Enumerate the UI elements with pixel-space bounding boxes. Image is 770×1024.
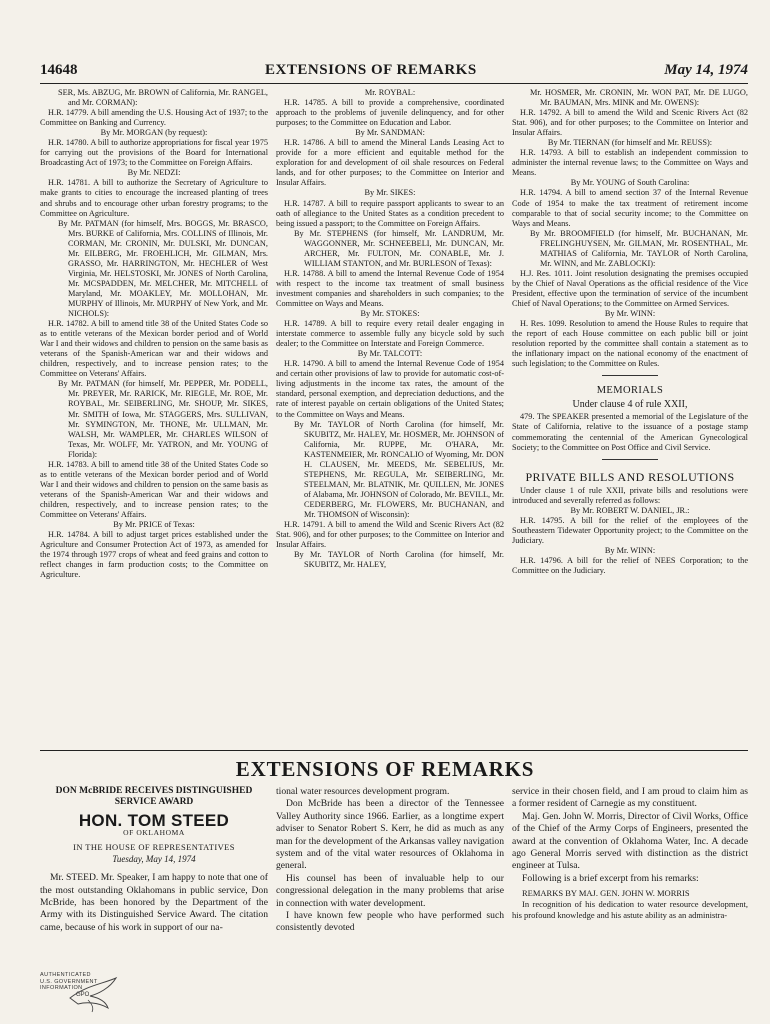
column-3 xyxy=(512,88,748,744)
sponsor-line: By Mr. NEDZI: xyxy=(127,168,181,178)
bill-entry: H.R. 14792. A bill to amend the Wild and Scenic Rivers Act (82 Stat. 906), and for other purposes; to the Committee on Interior and Insular Affairs. xyxy=(512,108,748,138)
article-speaker: HON. TOM STEED xyxy=(78,811,230,830)
bill-entry: H.R. 14787. A bill to require passport applicants to swear to an oath of allegiance to the United States as a condition precedent to being issued a passport; to the Committee on Foreign Affairs. xyxy=(276,198,504,228)
page-date: May 14, 1974 xyxy=(664,62,748,78)
bill-entry: H.R. 14789. A bill to require every retail dealer engaging in interstate commerce to assemble fully any bicycle sold by such dealer; to the Committee on Interstate and Foreign Commerce. xyxy=(276,319,504,349)
bill-entry: H.R. 14781. A bill to authorize the Secretary of Agriculture to make grants to cities to encourage the increased planting of trees and shrubs and to encourage other urban forestry programs; to the Committee on Agriculture. xyxy=(40,178,268,218)
sponsor-line: By Mr. PRICE of Texas: xyxy=(113,520,195,530)
sponsor-line: By Mr. WINN: xyxy=(604,545,656,555)
private-bills-subheading: Under clause 1 of rule XXII, private bills and resolutions were introduced and severally referred as follows: xyxy=(512,485,748,505)
bill-entry: H.J. Res. 1011. Joint resolution designating the premises occupied by the Chief of Naval Operations as the official residence of the Vice President, effective upon the termination of service of the incumbent Chief of Naval Operations; to the Committee on Armed Services. xyxy=(512,268,748,308)
header-rule xyxy=(40,83,748,84)
page-number: 14648 xyxy=(40,62,78,78)
bill-entry: H.R. 14779. A bill amending the U.S. Housing Act of 1937; to the Committee on Banking and Currency. xyxy=(40,108,268,128)
seal-line: AUTHENTICATED xyxy=(40,972,91,978)
article-title: DON McBRIDE RECEIVES DISTINGUISHED SERVICE AWARD xyxy=(55,786,253,807)
article-paragraph: Maj. Gen. John W. Morris, Director of Civil Works, Office of the Chief of the Army Corps of Engineers, presented the award at the convention of Oklahoma Water, Inc. A decade ago General Morris served with distinction as the district engineer at Tulsa. xyxy=(512,810,748,872)
bill-entry: H.R. 14788. A bill to amend the Internal Revenue Code of 1954 with respect to the income tax treatment of small business investment companies and shareholders in such companies; to the Committee on Ways and Means. xyxy=(276,268,504,308)
article-column-2 xyxy=(276,786,504,986)
sponsor-line: Mr. ROYBAL: xyxy=(364,88,416,97)
section-rule xyxy=(40,750,748,751)
memorials-subheading: Under clause 4 of rule XXII, xyxy=(572,399,688,411)
chamber-line: IN THE HOUSE OF REPRESENTATIVES xyxy=(73,842,235,853)
bill-entry: H.R. 14780. A bill to authorize appropriations for fiscal year 1975 for carrying out the provisions of the Board for International Broadcasting Act of 1973; to the Committee on Foreign Affairs. xyxy=(40,138,268,168)
sponsor-list: By Mr. BROOMFIELD (for himself, Mr. BUCHANAN, Mr. FRELINGHUYSEN, Mr. GILMAN, Mr. ROSENTHAL, Mr. MATHIAS of California, Mr. TAYLOR of North Carolina, Mr. WINN, and Mr. ZABLOCKI): xyxy=(530,228,748,268)
section-title: EXTENSIONS OF REMARKS xyxy=(235,757,535,781)
section-divider xyxy=(602,375,658,376)
article-paragraph: Don McBride has been a director of the Tennessee Valley Authority since 1966. Earlier, as a longtime expert adviser to Senator Robert S. Kerr, he did as much as any man for the development of the Arkansas valley navigation system and of the vital water resources of Oklahoma in general. xyxy=(276,798,504,872)
column-2 xyxy=(276,88,504,744)
article-paragraph: service in their chosen field, and I am proud to claim him as a former resident of Carnegie as my constituent. xyxy=(512,786,748,810)
sponsor-list: By Mr. STEPHENS (for himself, Mr. LANDRUM, Mr. WAGGONNER, Mr. SCHNEEBELI, Mr. DUNCAN, Mr. ARCHER, Mr. FULTON, Mr. CONABLE, Mr. J. WILLIAM STANTON, and Mr. BURLESON of Texas): xyxy=(294,228,504,268)
remarks-text: In recognition of his dedication to water resource development, his profound knowledge and his astute ability as an administra- xyxy=(512,899,748,921)
sponsor-line: By Mr. MORGAN (by request): xyxy=(100,128,208,138)
memorials-heading: MEMORIALS xyxy=(596,385,664,397)
sponsor-line: By Mr. YOUNG of South Carolina: xyxy=(570,178,690,188)
seal-line: INFORMATION xyxy=(40,985,83,991)
article-paragraph: Mr. STEED. Mr. Speaker, I am happy to note that one of the most outstanding Oklahomans in public service, Don McBride, has been honored by the Department of the Army with its Distinguished Service Award. The citation came, because of his work in support of our na- xyxy=(40,872,268,933)
seal-gpo: GPO xyxy=(76,991,90,998)
sponsor-list: Mr. HOSMER, Mr. CRONIN, Mr. WON PAT, Mr. DE LUGO, Mr. BAUMAN, Mrs. MINK and Mr. OWENS): xyxy=(530,88,748,108)
speaker-state: OF OKLAHOMA xyxy=(123,828,185,838)
article-paragraph: His counsel has been of invaluable help to our congressional delegation in the many problems that arise in connection with water development. xyxy=(276,872,504,909)
remarks-label: REMARKS BY MAJ. GEN. JOHN W. MORRIS xyxy=(522,888,690,899)
memorial-entry: 479. The SPEAKER presented a memorial of the Legislature of the State of California, relative to the issuance of a postage stamp commemorating the centennial of the American Gynecological Society; to the Committee on Post Office and Civil Service. xyxy=(512,412,748,452)
article-column-1 xyxy=(40,786,268,966)
bill-entry: H.R. 14793. A bill to establish an independent commission to administer the internal revenue laws; to the Committee on Ways and Means. xyxy=(512,148,748,178)
bill-entry: H.R. 14782. A bill to amend title 38 of the United States Code so as to entitle veterans of the Mexican border period and of World War I and their widows and children to pension on the same basis as veterans of the Spanish-American war and their widows and children, respectively, and to increase pension rates; to the Committee on Veterans' Affairs. xyxy=(40,319,268,379)
article-date: Tuesday, May 14, 1974 xyxy=(112,854,196,865)
bill-entry: H.R. 14790. A bill to amend the Internal Revenue Code of 1954 and certain other provisions of law to provide for automatic cost-of-living adjustments in the income tax rates, the amount of the standard, personal exemption, and depreciation deductions, and the rate of interest payable on certain obligations of the United States; to the Committee on Ways and Means. xyxy=(276,359,504,419)
sponsor-list: By Mr. TAYLOR of North Carolina (for himself, Mr. SKUBITZ, Mr. HALEY, xyxy=(294,550,504,570)
bill-entry: H.R. 14786. A bill to amend the Mineral Lands Leasing Act to provide for a more efficient and equitable method for the exploration for and development of oil shale resources on Federal lands, and for other purposes; to the Committee on Interior and Insular Affairs. xyxy=(276,138,504,188)
article-paragraph: tional water resources development program. xyxy=(276,786,450,797)
section-divider xyxy=(602,459,658,460)
bill-entry: H.R. 14795. A bill for the relief of the employees of the Southeastern Tidewater Opportunity project; to the Committee on the Judiciary. xyxy=(512,515,748,545)
bill-entry: H.R. 14784. A bill to adjust target prices established under the Agriculture and Consumer Protection Act of 1973, as amended for the 1974 through 1977 crops of wheat and feed grains and cotton to reflect changes in farm production costs; to the Committee on Agriculture. xyxy=(40,530,268,580)
bill-entry: H.R. 14796. A bill for the relief of NEES Corporation; to the Committee on the Judiciary. xyxy=(512,555,748,576)
sponsor-list: By Mr. PATMAN (for himself, Mrs. BOGGS, Mr. BRASCO, Mrs. BURKE of California, Mrs. COLLINS of Illinois, Mr. CORMAN, Mr. CRONIN, Mr. DULSKI, Mr. DUNCAN, Mr. EILBERG, Mr. FROEHLICH, Mr. GILMAN, Mrs. GRASSO, Mr. HARRINGTON, Mr. HECHLER of West Virginia, Mr. HELSTOSKI, Mr. JONES of North Carolina, Mr. MCSPADDEN, Mr. MELCHER, Mr. MITCHELL of Maryland, Mr. MOAKLEY, Mr. MOLLOHAN, Mr. MURPHY of Illinois, Mr. MURPHY of New York, and Mr. NICHOLS): xyxy=(58,218,268,319)
sponsor-line: By Mr. STOKES: xyxy=(360,309,420,319)
article-column-3 xyxy=(512,786,748,986)
sponsor-line: By Mr. SIKES: xyxy=(364,188,416,198)
sponsor-line: By Mr. ROBERT W. DANIEL, JR.: xyxy=(570,505,690,515)
article-paragraph: Following is a brief excerpt from his remarks: xyxy=(522,872,699,884)
sponsor-line: By Mr. SANDMAN: xyxy=(355,128,425,138)
article-paragraph: I have known few people who have performed such consistently devoted xyxy=(276,910,504,934)
bill-entry: H.R. 14791. A bill to amend the Wild and Scenic Rivers Act (82 Stat. 906), and for other purposes; to the Committee on Interior and Insular Affairs. xyxy=(276,520,504,550)
seal-line: U.S. GOVERNMENT xyxy=(40,978,98,985)
sponsor-line: By Mr. TALCOTT: xyxy=(357,349,423,359)
sponsor-list: By Mr. TAYLOR of North Carolina (for himself, Mr. SKUBITZ, Mr. HALEY, Mr. HOSMER, Mr. JOHNSON of California, Mr. RUPPE, Mr. O'HARA, Mr. KASTENMEIER, Mr. RONCALIO of Wyoming, Mr. DON H. CLAUSEN, Mr. MEEDS, Mr. SEBELIUS, Mr. STEPHENS, Mr. REGULA, Mr. SEIBERLING, Mr. STEELMAN, Mr. BLATNIK, Mr. QUILLEN, Mr. JONES of Alabama, Mr. JOHNSON of Colorado, Mr. BEVILL, Mr. CEDERBERG, Mr. FLOWERS, Mr. BUCHANAN, and Mr. THOMSON of Wisconsin): xyxy=(294,419,504,519)
sponsor-line: By Mr. TIERNAN (for himself and Mr. REUSS): xyxy=(547,138,713,148)
column-1 xyxy=(40,88,268,744)
bill-entry: H.R. 14794. A bill to amend section 37 of the Internal Revenue Code of 1954 to make the tax treatment of retirement income comparable to that of social security income; to the Committee on Ways and Means. xyxy=(512,188,748,228)
sponsor-line: By Mr. WINN: xyxy=(604,309,656,319)
running-title: EXTENSIONS OF REMARKS xyxy=(265,62,477,78)
gpo-authentication-seal xyxy=(40,972,130,1016)
bill-entry: H.R. 14783. A bill to amend title 38 of the United States Code so as to entitle veterans of the Mexican border period and of World War I and their widows and children to pension on the same basis as veterans of the Spanish-American War and their widows and children, respectively, and to increase pension rates; to the Committee on Veterans' Affairs. xyxy=(40,459,268,519)
page-header xyxy=(40,62,748,80)
private-bills-heading: PRIVATE BILLS AND RESOLUTIONS xyxy=(525,469,735,484)
bill-entry: H.R. 14785. A bill to provide a comprehensive, coordinated approach to the problems of juvenile delinquency, and for other purposes; to the Committee on Education and Labor. xyxy=(276,98,504,128)
bill-entry: H. Res. 1099. Resolution to amend the House Rules to require that the report of each House committee on each public bill or joint resolution reported by the committee shall contain a statement as to the inflationary impact on the national economy of the enactment of such legislation; to the Committee on Rules. xyxy=(512,319,748,369)
sponsor-list: SER, Ms. ABZUG, Mr. BROWN of California, Mr. RANGEL, and Mr. CORMAN): xyxy=(58,88,268,108)
sponsor-list: By Mr. PATMAN (for himself, Mr. PEPPER, Mr. PODELL, Mr. PREYER, Mr. RARICK, Mr. RIEGLE, Mr. ROE, Mr. ROYBAL, Mr. SEIBERLING, Mr. SHOUP, Mr. SIKES, Mr. SMITH of Iowa, Mr. STAGGERS, Mrs. SULLIVAN, Mr. SYMINGTON, Mr. THONE, Mr. ULLMAN, Mr. WALSH, Mr. WAMPLER, Mr. CHARLES WILSON of Texas, Mr. WOLFF, Mr. YATRON, and Mr. YOUNG of Florida): xyxy=(58,379,268,459)
